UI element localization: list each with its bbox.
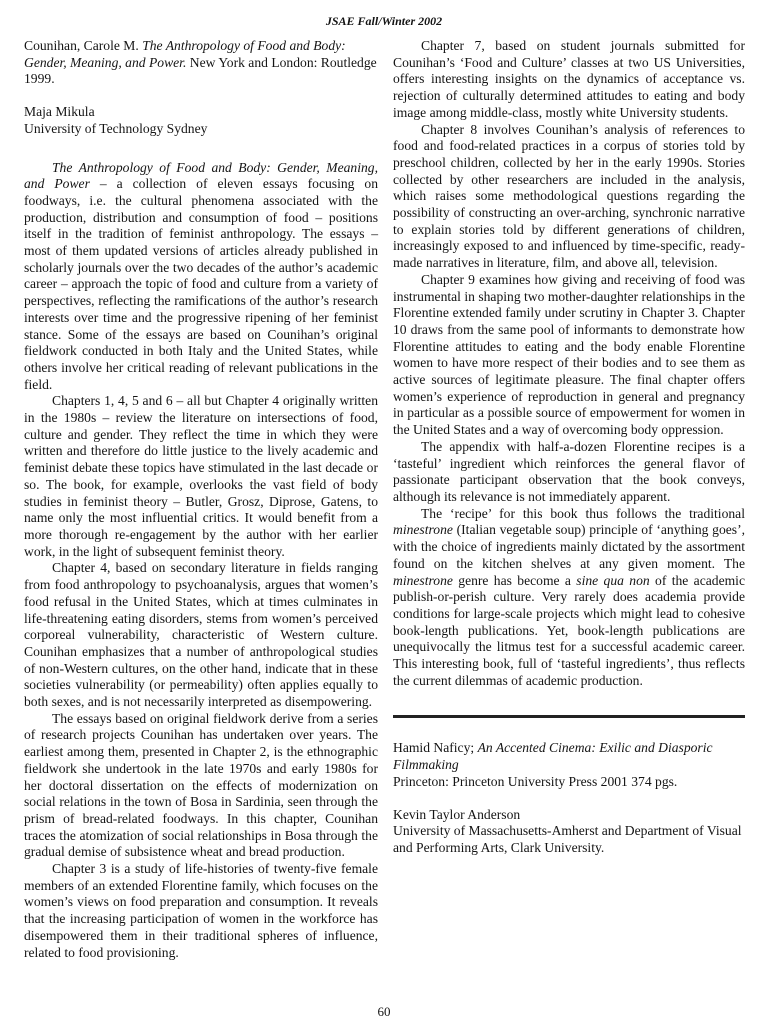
citation-title: The Anthropology of Food and Body: Gender, Meaning, and Power. <box>24 38 346 70</box>
paragraph-6: Chapter 7, based on student journals submitted for Counihan’s ‘Food and Culture’ classes at two US Universities, offers interesting insights on the dynamics of acceptance vs. rejection of culturally determined attitudes to eating and body image among middle-class, mostly white University students. <box>393 38 745 120</box>
paragraph-10 <box>393 506 745 690</box>
paragraph-10-part-c: genre has become a <box>458 572 571 588</box>
paragraph-1-book-title: The Anthropology of Food and Body: Gender, Meaning, and Power <box>24 159 378 192</box>
reviewer-name: Maja Mikula <box>24 104 95 120</box>
paragraph-1 <box>24 160 378 394</box>
paragraph-1-text: – a collection of eleven essays focusing on foodways, i.e. the cultural phenomena associated with the production, distribution and consumption of food – positions itself in the tradition of feminist anthropology. The essays – most of them updated versions of articles already published in scholarly journals over the two decades of the author’s academic career – approach the topic of food and culture from a variety of perspectives, reflecting the ramifications of the author’s research interests over time and the progressive ripening of her feminist stance. Some of the essays are based on Counihan’s original fieldwork conducted in both Italy and the United States, while others involve her critical reading of relevant publications in the field. <box>24 176 379 392</box>
paragraph-8: Chapter 9 examines how giving and receiving of food was instrumental in shaping two mother-daughter relationships in the Florentine extended family under scrutiny in Chapter 3. Chapter 10 draws from the same pool of informants to demonstrate how Florentine attitudes to eating and the body enable Florentine women to have more respect of their bodies and to see them as active sources of legitimate pleasure. The final chapter offers women’s experience of reproduction in general and pregnancy in particular as a possible source of empowerment for women in the United States and a way of overcoming body oppression. <box>393 271 745 438</box>
sine-qua-non-term: sine qua non <box>576 572 650 588</box>
citation-review1 <box>24 38 378 88</box>
paragraph-10-part-a: The ‘recipe’ for this book thus follows the traditional <box>421 505 745 521</box>
paragraph-7: Chapter 8 involves Counihan’s analysis of references to food and food-related practices in a corpus of stories told by preschool children, collected by her in the early 1990s. Stories collected by other researchers are included in the analysis, which raises some methodological questions regarding the possibility of constructing an over-arching, synchronic narrative to explain stories told by different generations of children, increasingly exposed to and influenced by time-specific, ready-made narratives in literature, film, and above all, television. <box>393 121 745 271</box>
reviewer2-affiliation: University of Massachusetts-Amherst and Department of Visual and Performing Arts, Clark University. <box>393 823 742 855</box>
paragraph-10-part-d: of the academic publish-or-perish culture. Very rarely does academia provide conditions for large-scale projects which might lead to cohesive book-length publications. Yet, book-length publications are unequivocally the litmus test for a successful academic career. This interesting book, full of ‘tasteful ingredients’, thus reflects the current dilemmas of academic production. <box>393 572 745 688</box>
right-column <box>393 38 745 857</box>
reviewer2-name: Kevin Taylor Anderson <box>393 806 521 822</box>
citation2-author: Hamid Naficy; <box>393 740 475 756</box>
reviewer-affiliation: University of Technology Sydney <box>24 120 208 136</box>
citation-author: Counihan, Carole M. <box>24 38 139 53</box>
paragraph-5: Chapter 3 is a study of life-histories of twenty-five female members of an extended Florentine family, which focuses on the women’s views on food preparation and consumption. It reveals that the increasing participation of women in the workforce has disempowered them in their traditional spheres of influence, related to food provisioning. <box>24 861 378 960</box>
left-column <box>24 38 378 961</box>
minestrone-term: minestrone <box>393 522 453 538</box>
minestrone-term-2: minestrone <box>393 572 453 588</box>
paragraph-10-part-b: (Italian vegetable soup) principle of ‘anything goes’, with the choice of ingredients mainly dictated by the assortment found on the kitchen shelves at any given moment. The <box>393 522 745 571</box>
page-number: 60 <box>377 1004 391 1019</box>
citation-publisher: New York and London: Routledge 1999. <box>24 54 377 87</box>
section-divider <box>393 715 745 718</box>
paragraph-3: Chapter 4, based on secondary literature in fields ranging from food anthropology to psychoanalysis, argues that women’s food refusal in the United States, which at times culminates in life-threatening eating disorders, stems from women’s perceived corporeal vulnerability, characteristic of Western culture. Counihan emphasizes that a number of anthropological studies of non-Western cultures, on the other hand, indicate that in these societies vulnerability (or permeability) often applies equally to both sexes, and is not necessarily interpreted as disempowering. <box>24 560 378 710</box>
paragraph-9: The appendix with half-a-dozen Florentine recipes is a ‘tasteful’ ingredient which reinforces the general flavor of passionate participant observation that the book conveys, although its relevance is not immediately apparent. <box>393 438 745 504</box>
paragraph-2: Chapters 1, 4, 5 and 6 – all but Chapter 4 originally written in the 1980s – review the literature on intersections of food, culture and gender. They reflect the time in which they were written and therefore do little justice to the lively academic and feminist debate these topics have stimulated in the last decade or so. The book, for example, overlooks the vast field of body studies in feminist theory – Butler, Grosz, Diprose, Gatens, to name only the most influential critics. It would benefit from a more thorough re-engagement by the author with her earlier work, in the light of subsequent feminist theory. <box>24 393 378 559</box>
citation-review2 <box>393 740 745 773</box>
citation2-publisher: Princeton: Princeton University Press 2001 374 pgs. <box>393 773 678 789</box>
running-head: JSAE Fall/Winter 2002 <box>325 14 443 28</box>
paragraph-4: The essays based on original fieldwork derive from a series of research projects Counihan has undertaken over years. The earliest among them, presented in Chapter 2, is the ethnographic fieldwork she undertook in the late 1970s and early 1980s for her doctoral dissertation on the effects of modernization on social relations in the town of Bosa in Sardinia, seen through the prism of bread-related foodways. In this chapter, Counihan traces the atomization of social relationships in Bosa through the gradual demise of subsistence wheat and bread production. <box>24 710 378 860</box>
citation2-title: An Accented Cinema: Exilic and Diasporic Filmmaking <box>393 740 713 773</box>
